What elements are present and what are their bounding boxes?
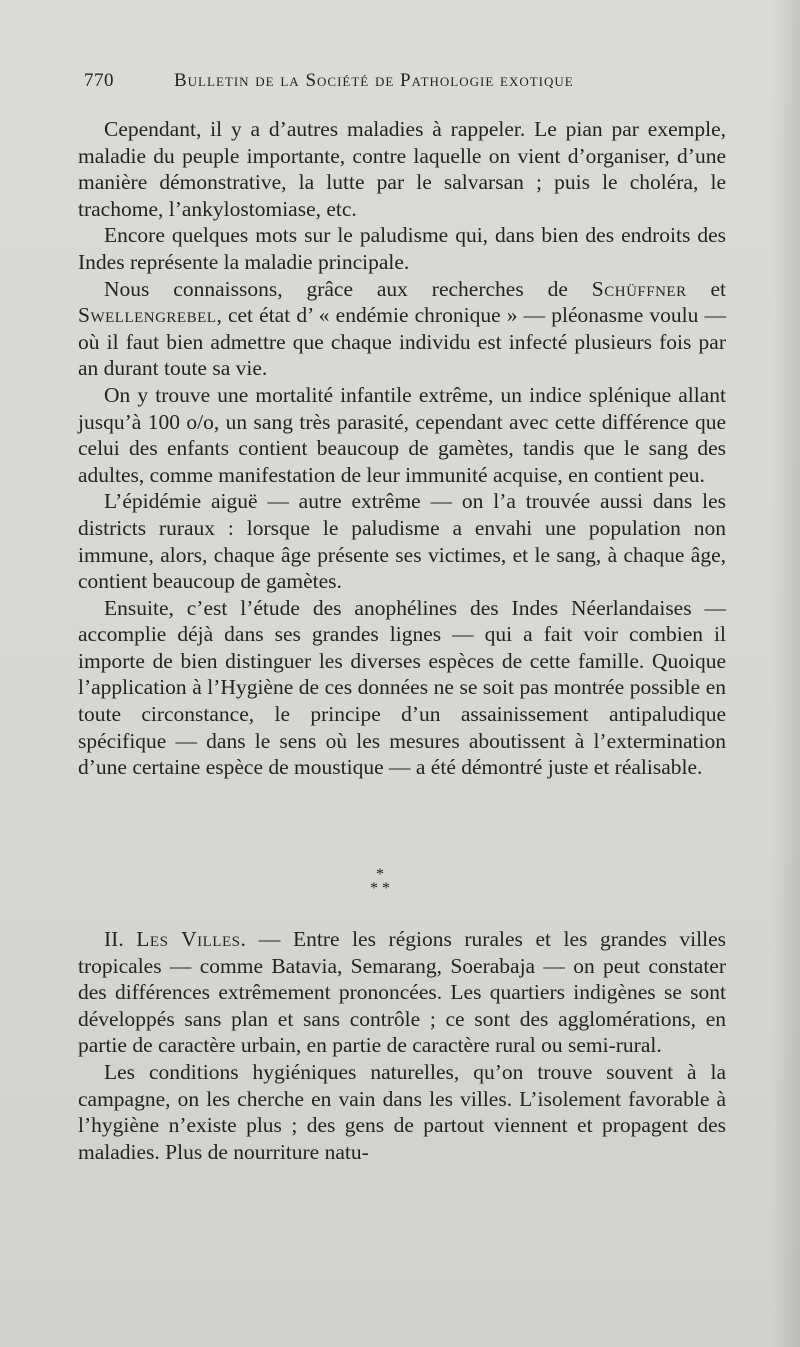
paragraph: Cependant, il y a d’autres maladies à rappeler. Le pian par exemple, maladie du peuple importante, contre laquelle on vient d’organiser, d’une manière démonstrative, la lutte par le salvarsan ; puis le choléra, le trachome, l’ankylostomiase, etc.	[78, 117, 726, 221]
section-number: II.	[104, 927, 124, 951]
running-title: Bulletin de la Société de Pathologie exotique	[174, 70, 574, 91]
paragraph-text: Nous connaissons, grâce aux recherches de	[104, 276, 568, 301]
paragraph-text: — Entre les régions rurales et les grandes villes tropicales — comme Batavia, Semarang, Soerabaja — on peut constater des différences extrêmement prononcées. Les quartiers indigènes se sont développés sans plan et sans contrôle ; ce sont des agglomérations, en partie de caractère urbain, en partie de caractère rural ou semi-rural.	[78, 927, 726, 1058]
paragraph	[78, 926, 726, 1059]
paragraph: Ensuite, c’est l’étude des anophélines des Indes Néerlandaises — accomplie déjà dans ses grandes lignes — qui a fait voir combien il importe de bien distinguer les diverses espèces de cette famille. Quoique l’application à l’Hygiène de ces données ne se soit pas montrée possible en toute circonstance, le principe d’un assainissement antipaludique spécifique — dans le sens où les mesures aboutissent à l’extermination d’une certaine espèce de moustique — a été démontré juste et réalisable.	[78, 595, 726, 780]
author-name: Swellengrebel	[78, 303, 217, 328]
paragraph: Les conditions hygiéniques naturelles, qu’on trouve souvent à la campagne, on les cherche en vain dans les villes. L’isolement favorable à l’hygiène n’existe plus ; des gens de partout viennent et propagent des maladies. Plus de nourriture natu-	[78, 1059, 726, 1164]
paragraph: L’épidémie aiguë — autre extrême — on l’a trouvée aussi dans les districts ruraux : lorsque le paludisme a envahi une population non immune, alors, chaque âge présente ses victimes, et le sang, à chaque âge, contient beaucoup de gamètes.	[78, 489, 726, 594]
paragraph: Encore quelques mots sur le paludisme qui, dans bien des endroits des Indes représente la maladie principale.	[78, 223, 726, 274]
page-edge-shadow	[772, 0, 800, 1347]
paragraph-text: , cet état d’ « endémie chronique » — pléonasme voulu — où il faut bien admettre que chaque individu est infecté plusieurs fois par an durant toute sa vie.	[78, 303, 726, 381]
paragraph	[78, 276, 726, 382]
body-text-section-1	[78, 116, 726, 781]
section-separator	[350, 868, 410, 896]
page-number: 770	[84, 70, 114, 91]
asterism-top: *	[376, 866, 384, 883]
body-text-section-2	[78, 926, 726, 1165]
paragraph: On y trouve une mortalité infantile extrême, un indice splénique allant jusqu’à 100 o/o, un sang très parasité, cependant avec cette différence que celui des enfants contient beaucoup de gamètes, tandis que le sang des adultes, comme manifestation de leur immunité acquise, en contient peu.	[78, 382, 726, 487]
paragraph-text: et	[710, 276, 727, 301]
asterism-bottom: * *	[370, 880, 390, 897]
section-heading: Les Villes.	[136, 927, 247, 951]
author-name: Schüffner	[591, 276, 687, 301]
running-header	[84, 70, 724, 100]
